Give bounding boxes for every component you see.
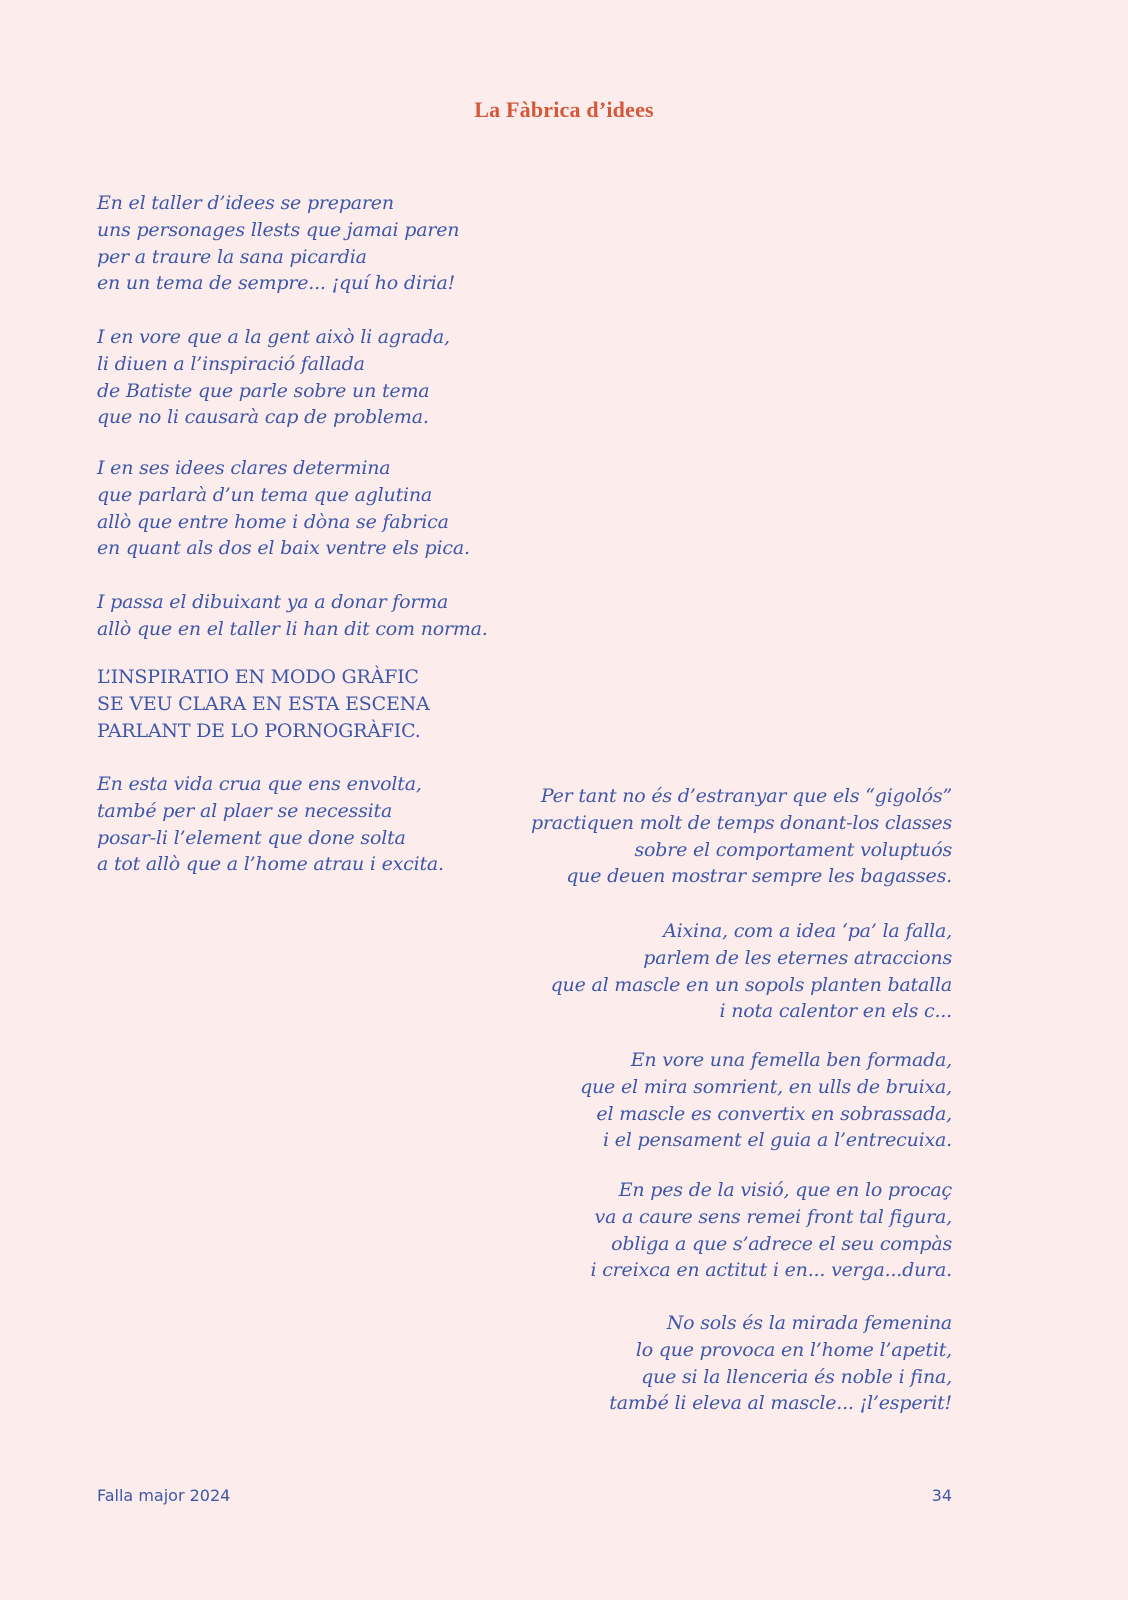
footer-publication: Falla major 2024 bbox=[97, 1486, 231, 1505]
verse-line: que no li causarà cap de problema. bbox=[97, 406, 429, 429]
verse-line: sobre el comportament voluptuós bbox=[634, 838, 952, 861]
left-stanza-1 bbox=[97, 190, 459, 297]
verse-line: que parlarà d’un tema que aglutina bbox=[97, 483, 433, 506]
verse-line: uns personages llests que jamai paren bbox=[97, 218, 460, 241]
verse-line: En el taller d’idees se preparen bbox=[97, 192, 394, 214]
verse-line: I en vore que a la gent això li agrada, bbox=[97, 326, 450, 348]
right-stanza-4 bbox=[590, 1177, 952, 1284]
verse-line: i nota calentor en els c... bbox=[719, 1000, 952, 1023]
verse-line: I en ses idees clares determina bbox=[97, 457, 391, 479]
left-stanza-2 bbox=[97, 324, 450, 431]
verse-line: també li eleva al mascle... ¡l’esperit! bbox=[609, 1392, 952, 1415]
right-stanza-3 bbox=[580, 1047, 952, 1154]
left-stanza-3 bbox=[97, 455, 470, 562]
verse-line: que el mira somrient, en ulls de bruixa, bbox=[580, 1075, 952, 1098]
verse-line: Per tant no és d’estranyar que els “gigolós” bbox=[540, 785, 952, 807]
verse-line: va a caure sens remei front tal figura, bbox=[594, 1205, 952, 1228]
verse-line: en un tema de sempre... ¡quí ho diria! bbox=[97, 272, 456, 295]
verse-line: allò que entre home i dòna se fabrica bbox=[97, 510, 449, 533]
left-stanza-5-caps bbox=[97, 664, 430, 744]
right-stanza-5 bbox=[609, 1310, 952, 1417]
verse-line: per a traure la sana picardia bbox=[97, 245, 367, 268]
verse-line: i creixca en actitut i en... verga...dura. bbox=[590, 1259, 952, 1282]
verse-line: En esta vida crua que ens envolta, bbox=[97, 773, 422, 795]
verse-line: obliga a que s’adrece el seu compàs bbox=[611, 1232, 952, 1255]
verse-line: en quant als dos el baix ventre els pica. bbox=[97, 537, 470, 560]
right-stanza-1 bbox=[531, 783, 952, 890]
verse-line: de Batiste que parle sobre un tema bbox=[97, 379, 430, 402]
verse-line: En pes de la visió, que en lo procaç bbox=[618, 1179, 952, 1201]
verse-line: parlem de les eternes atraccions bbox=[643, 946, 952, 969]
left-stanza-6 bbox=[97, 771, 444, 878]
left-stanza-4 bbox=[97, 589, 488, 643]
verse-line: posar-li l’element que done solta bbox=[97, 826, 406, 849]
verse-line: Aixina, com a idea ‘pa’ la falla, bbox=[663, 920, 952, 942]
verse-line: lo que provoca en l’home l’apetit, bbox=[635, 1338, 952, 1361]
page-title: La Fàbrica d’idees bbox=[474, 97, 654, 122]
verse-line: que si la llenceria és noble i fina, bbox=[641, 1365, 952, 1388]
verse-line: el mascle es convertix en sobrassada, bbox=[596, 1102, 952, 1125]
verse-line: PARLANT DE LO PORNOGRÀFIC. bbox=[97, 719, 421, 742]
verse-line: En vore una femella ben formada, bbox=[630, 1049, 952, 1071]
verse-line: i el pensament el guia a l’entrecuixa. bbox=[603, 1129, 952, 1152]
verse-line: també per al plaer se necessita bbox=[97, 799, 393, 822]
right-stanza-2 bbox=[551, 918, 952, 1025]
verse-line: L’INSPIRATIO EN MODO GRÀFIC bbox=[97, 666, 419, 688]
verse-line: SE VEU CLARA EN ESTA ESCENA bbox=[97, 692, 430, 715]
verse-line: allò que en el taller li han dit com norma. bbox=[97, 617, 488, 640]
verse-line: que al mascle en un sopols planten batalla bbox=[550, 973, 952, 996]
verse-line: a tot allò que a l’home atrau i excita. bbox=[97, 853, 444, 876]
footer-page-number: 34 bbox=[931, 1486, 952, 1505]
verse-line: No sols és la mirada femenina bbox=[666, 1312, 952, 1334]
verse-line: practiquen molt de temps donant-los classes bbox=[530, 811, 952, 834]
verse-line: I passa el dibuixant ya a donar forma bbox=[97, 591, 449, 613]
verse-line: li diuen a l’inspiració fallada bbox=[97, 352, 365, 375]
verse-line: que deuen mostrar sempre les bagasses. bbox=[566, 865, 952, 888]
